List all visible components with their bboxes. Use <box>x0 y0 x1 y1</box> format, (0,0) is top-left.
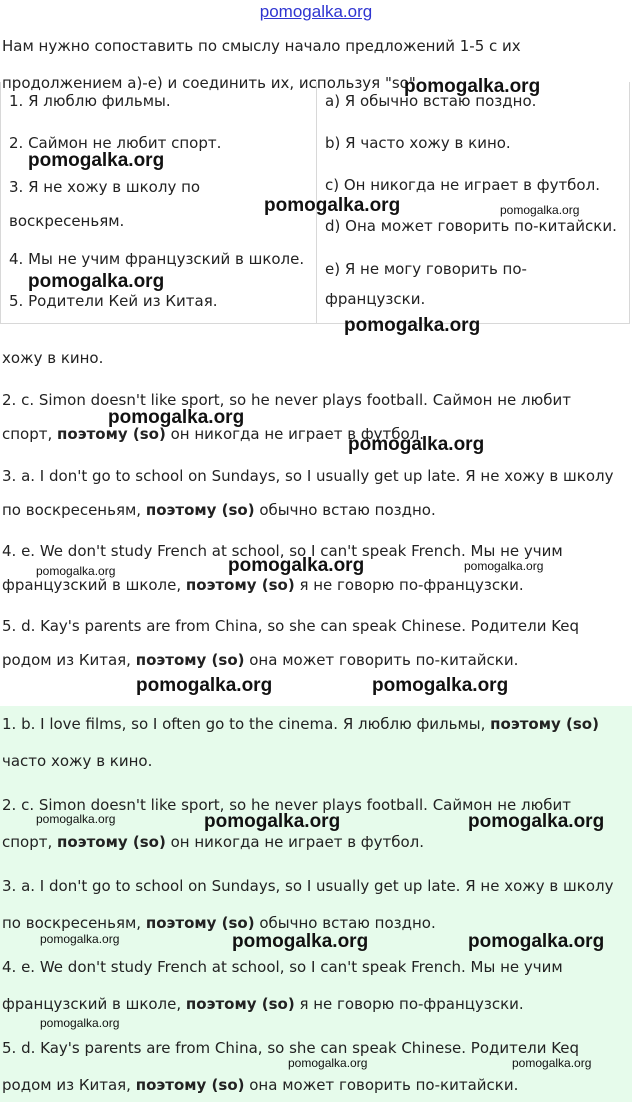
watermark: pomogalka.org <box>28 150 165 171</box>
watermark: pomogalka.org <box>232 931 369 952</box>
left-item-4: 4. Мы не учим французский в школе. <box>9 250 305 268</box>
left-item-5: 5. Родители Кей из Китая. <box>9 292 218 310</box>
answer-1: 1. b. I love films, so I often go to the cinema. Я люблю фильмы, поэтому (so) часто хожу в кино. <box>2 715 599 770</box>
upper-answer-4: 4. e. We don't study French at school, so I can't speak French. Мы не учим французский в школе, поэтому (so) я не говорю по-французски. <box>2 542 563 594</box>
watermark: pomogalka.org <box>288 1056 368 1070</box>
right-item-c: c) Он никогда не играет в футбол. <box>325 176 600 194</box>
upper-answer-2: 2. c. Simon doesn't like sport, so he never plays football. Саймон не любит спорт, поэтому (so) он никогда не играет в футбол. <box>2 391 571 443</box>
watermark: pomogalka.org <box>468 811 605 832</box>
watermark: pomogalka.org <box>40 932 120 946</box>
right-item-e: e) Я не могу говорить по-французски. <box>325 260 527 308</box>
watermark: pomogalka.org <box>464 559 544 573</box>
watermark: pomogalka.org <box>28 271 165 292</box>
answer-box <box>0 706 632 1102</box>
watermark: pomogalka.org <box>372 675 509 696</box>
watermark: pomogalka.org <box>40 1016 120 1030</box>
watermark: pomogalka.org <box>512 1056 592 1070</box>
watermark: pomogalka.org <box>468 931 605 952</box>
answer-fragment: хожу в кино. <box>2 349 104 367</box>
answer-4: 4. e. We don't study French at school, so I can't speak French. Мы не учим французский в школе, поэтому (so) я не говорю по-французски. <box>2 958 563 1013</box>
upper-answer-3: 3. a. I don't go to school on Sundays, so I usually get up late. Я не хожу в школу по воскресеньям, поэтому (so) обычно встаю поздно. <box>2 467 614 519</box>
answer-3: 3. a. I don't go to school on Sundays, so I usually get up late. Я не хожу в школу по воскресеньям, поэтому (so) обычно встаю поздно. <box>2 877 614 932</box>
watermark: pomogalka.org <box>348 434 485 455</box>
watermark: pomogalka.org <box>500 203 580 217</box>
upper-answer-5: 5. d. Kay's parents are from China, so she can speak Chinese. Родители Keq родом из Китая, поэтому (so) она может говорить по-китайски. <box>2 617 580 669</box>
left-item-1: 1. Я люблю фильмы. <box>9 92 171 110</box>
right-item-d: d) Она может говорить по-китайски. <box>325 217 617 235</box>
answer-2: 2. c. Simon doesn't like sport, so he never plays football. Саймон не любит спорт, поэтому (so) он никогда не играет в футбол. <box>2 796 571 851</box>
left-item-3: 3. Я не хожу в школу по воскресеньям. <box>9 178 201 230</box>
answer-5: 5. d. Kay's parents are from China, so she can speak Chinese. Родители Keq родом из Китая, поэтому (so) она может говорить по-китайски. <box>2 1039 580 1094</box>
watermark: pomogalka.org <box>344 315 481 336</box>
task-intro: Нам нужно сопоставить по смыслу начало предложений 1-5 с их продолжением а)-е) и соединить их, используя "so". <box>2 37 521 92</box>
watermark: pomogalka.org <box>228 555 365 576</box>
watermark: pomogalka.org <box>36 564 116 578</box>
watermark: pomogalka.org <box>136 675 273 696</box>
watermark: pomogalka.org <box>404 76 541 97</box>
watermark: pomogalka.org <box>264 195 401 216</box>
watermark: pomogalka.org <box>204 811 341 832</box>
right-item-a: a) Я обычно встаю поздно. <box>325 92 537 110</box>
site-header-link[interactable]: pomogalka.org <box>259 2 373 21</box>
watermark: pomogalka.org <box>36 812 116 826</box>
watermark: pomogalka.org <box>108 407 245 428</box>
right-item-b: b) Я часто хожу в кино. <box>325 134 511 152</box>
left-item-2: 2. Саймон не любит спорт. <box>9 134 222 152</box>
